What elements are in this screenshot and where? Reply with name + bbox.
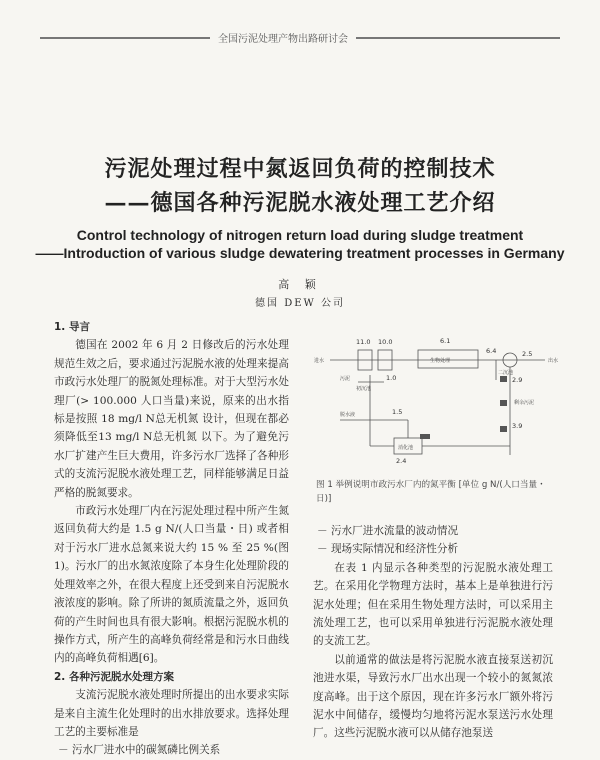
value-bio: 6.1 [440,337,451,345]
label-sludge: 污泥 [340,376,351,382]
section-1-heading: 1. 导言 [54,321,90,333]
section-2-para-1: 支流污泥脱水液处理时所提出的出水要求实际是来自主流生化处理时的出水排放要求。选择处理工艺的主要标准是 [54,689,289,738]
title-en-line2: ——Introduction of various sludge dewatering treatment processes in Germany [35,245,565,261]
title-cn-line2: ——德国各种污泥脱水液处理工艺介绍 [104,190,496,216]
section-1-para-1: 德国在 2002 年 6 月 2 日修改后的污水处理规范生效之后，要求通过污泥脱水液的处理来提高市政污水处理厂的脱氮处理标准。对于大型污水处理厂(> 100.000 人口当量)来说，原来的出水指标是按照 18 mg/l N总无机氮 设计，但现在都必须降低至13 mg/l N总无机氮 以下。为了避免污水厂扩建产生巨大费用，许多污水厂选择了各种形式的支流污泥脱水液处理工艺，同样能够满足日益严格的脱氮要求。 [54,339,289,499]
label-bio: 生物处理 [430,358,451,364]
figure-caption-text: 图 1 举例说明市政污水厂内的氮平衡 [单位 g N/(人口当量・日)] [316,480,546,504]
journal-header [40,30,560,45]
value-sludge: 1.0 [386,374,397,382]
section-2-heading: 2. 各种污泥脱水处理方案 [54,670,174,683]
title-en-line1: Control technology of nitrogen return load during sludge treatment [76,227,524,243]
value-effluent: 2.5 [522,350,533,358]
section-2-bullet-1: － 污水厂进水中的碳氮磷比例关系 [58,744,221,757]
label-primary: 初沉池 [356,386,372,392]
label-excess: 剩余污泥 [514,400,535,406]
author: 高 颖 [278,278,322,291]
value-digester: 2.4 [396,457,407,465]
value-excess: 2.9 [512,376,523,384]
label-dewater-water: 脱水液 [340,412,356,418]
title-cn-line1: 污泥处理过程中氮返回负荷的控制技术 [104,156,496,182]
flow-diagram [300,320,570,480]
value-return: 3.9 [512,422,523,430]
value-primary: 10.0 [378,338,393,346]
right-column [313,522,553,743]
label-inlet: 进水 [314,358,325,364]
affiliation: 德国 DEW 公司 [255,298,345,309]
left-column [54,318,289,760]
figure-caption [316,478,556,506]
value-dewater: 1.5 [392,408,403,416]
section-2-bullet-2: － 污水厂进水流量的波动情况 [317,525,459,537]
journal-name: 全国污泥处理产物出路研讨会 [218,34,348,45]
nitrogen-balance-figure [300,320,570,480]
value-inlet: 11.0 [356,338,371,346]
section-2-para-2: 在表 1 内显示各种类型的污泥脱水液处理工艺。在采用化学物理方法时，基本上是单独进行污泥水处理；但在采用生物处理方法时，可以采用主流处理工艺，也可以采用单独进行污泥脱水液处理的支流工艺。 [313,561,553,648]
header-rule-right [356,37,560,39]
label-final: 二沉池 [498,370,514,376]
section-2-bullet-3: － 现场实际情况和经济性分析 [317,543,459,556]
label-digester: 消化池 [398,445,414,451]
label-effluent: 出水 [548,358,559,364]
section-2-para-3: 以前通常的做法是将污泥脱水液直接泵送初沉池进水渠，导致污水厂出水出现一个较小的氮氮浓度高峰。出于这个原因，现在许多污水厂额外将污泥水中间储存，缓慢均匀地将污泥水泵送污水处理厂。这些污泥脱水液可以从储存池泵送 [313,653,553,740]
header-rule-left [40,37,210,39]
value-final: 6.4 [486,347,497,355]
section-1-para-2: 市政污水处理厂内在污泥处理过程中所产生氮返回负荷大约是 1.5 g N/(人口当量・日) 或者相对于污水厂进水总氮来说大约 15 % 至 25 %(图1)。污水厂的出水氮浓度除了本身生化处理阶段的处理效率之外，在很大程度上还受到来自污泥脱水液浓度的影响。除了所讲的氮质流量之外，返回负荷的产生时间也具有很大影响。根据污泥脱水机的操作方式，所产生的高峰负荷经常是和污水日曲线内的高峰负荷相遇[6]。 [54,505,289,665]
